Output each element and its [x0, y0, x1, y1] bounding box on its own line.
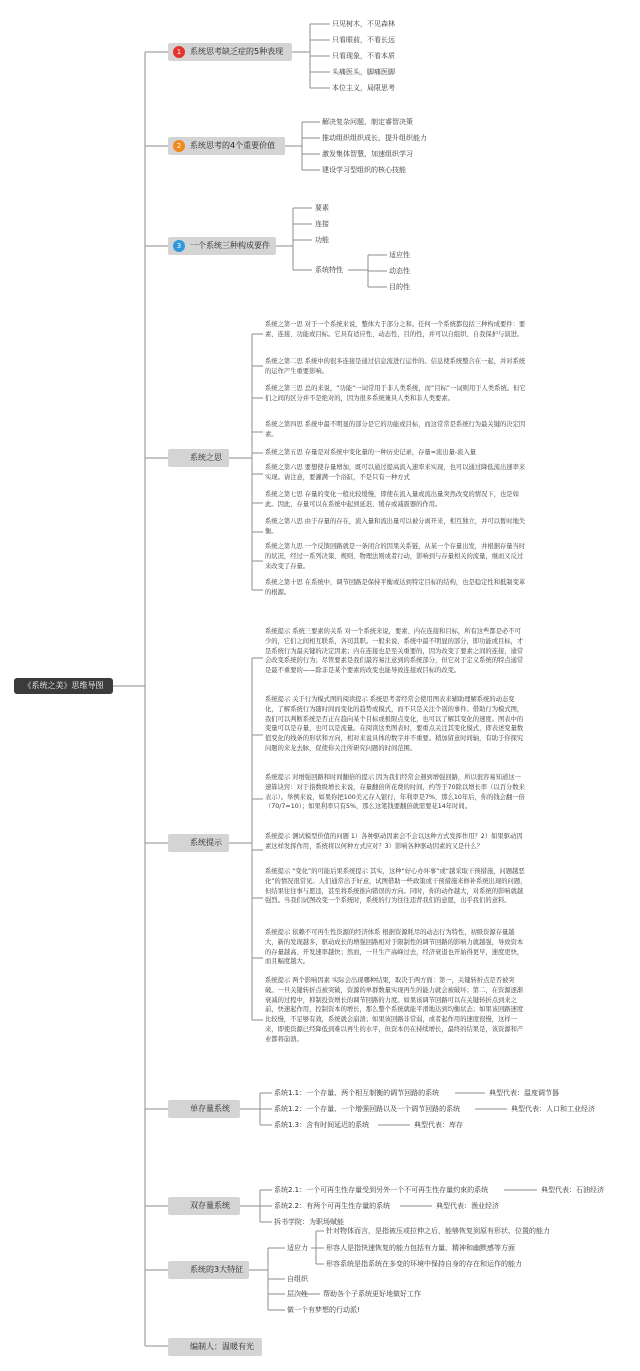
b6-system-1-1[interactable]: 系统1.1：一个存量、两个相互制衡的调节回路的系统 — [274, 1089, 440, 1097]
branch-three-features[interactable]: 系统的3大特征 — [168, 1261, 249, 1279]
b6-system-1-3[interactable]: 系统1.3：含有时间延迟的系统 — [274, 1121, 370, 1129]
b8-resilience-object[interactable]: 针对物体而言，是指被压或拉伸之后，能够恢复到原有形状、位置的能力 — [326, 1227, 550, 1235]
b5-para-1[interactable]: 系统提示 系统三要素的关系 对一个系统来说，要素、内在连接和目标，所有这些都是必不可少的，它们之间相互联系，各司其职。一般来说，系统中最不明显的部分，即功能或目标，才是系统行为最关键的决定因素；内在连接也是至关重要的，因为改变了要素之间的连接，通常会改变系统的行为；尽管要素是我们最容易注意到的系统部分，但它对于定义系统的特点通常是最不重要的——除非是某个要素的改变也能导致连接或目标的改变。 — [265, 628, 524, 675]
b3-item-elements[interactable]: 要素 — [315, 204, 329, 212]
b5-para-6[interactable]: 系统提示 依赖不可再生性资源的经济体系 根据资源耗尽的动态行为特性，初级资源存量越大，新的发现越多，驱动成长的增强回路相对于限制性的调节回路的影响力就越强，导致资本的存量越高、开发速率越快；然而，一旦生产高峰过去，经济衰退也开始得更早，速度更快，而且幅度越大。 — [265, 929, 524, 966]
b1-item-2[interactable]: 只看眼前，不看长远 — [332, 36, 395, 44]
b5-para-3[interactable]: 系统提示 对增强回路和时间翻倍的提示 因为我们经常会遇到增强回路，所以很容易知道这一速算诀窍：对于指数级增长来说，存量翻倍所花费的时间，约等于70除以增长率（以百分数来表示）。举例来说，如果你把100美元存入银行，年利率是7%，那么10年后，你的钱会翻一倍（70/7=10）；如果利率只有5%，那么这笔钱要翻倍就需要花14年时间。 — [265, 774, 525, 811]
b2-item-4[interactable]: 建设学习型组织的核心技能 — [322, 166, 406, 174]
b6-system-1-2[interactable]: 系统1.2：一个存量、一个增强回路以及一个调节回路的系统 — [274, 1105, 461, 1113]
b7-system-2-2[interactable]: 系统2.2：有两个可再生性存量的系统 — [274, 1202, 391, 1210]
b5-para-4[interactable]: 系统提示 测试模型价值的问题 1）各种驱动因素会不会以这种方式发挥作用？2）如果驱动因素这样发挥作用，系统将以何种方式应对？3）影响各种驱动因素的又是什么？ — [265, 833, 523, 850]
b8-resilience-person[interactable]: 形容人是指快速恢复的能力包括有力量、精神和幽默感等方面 — [326, 1244, 515, 1252]
branch-author[interactable]: 编制人：温暖有光 — [168, 1338, 262, 1356]
b3-item-function[interactable]: 功能 — [315, 236, 329, 244]
b4-para-4[interactable]: 系统之第四思 系统中最不明显的部分是它的功能或目标，而这常常是系统行为最关键的决定因素。 — [265, 421, 526, 438]
b8-resilience-system[interactable]: 形容系统是指系统在多变的环境中保持自身的存在和运作的能力 — [326, 1260, 522, 1268]
b4-para-7[interactable]: 系统之第七思 存量的变化一般比较缓慢，即使在流入量或流出量突然改变的情况下，也是如此。因此，存量可以在系统中起到延迟、缓存或减震器的作用。 — [265, 491, 519, 508]
b1-item-1[interactable]: 只见树木，不见森林 — [332, 20, 395, 28]
branch-single-stock[interactable]: 单存量系统 — [168, 1100, 240, 1118]
branch-double-stock[interactable]: 双存量系统 — [168, 1197, 240, 1215]
branch-symptoms[interactable] — [168, 43, 292, 61]
b4-para-8[interactable]: 系统之第八思 由于存量的存在，流入量和流出量可以被分离开来，相互独立，并可以暂时地失衡。 — [265, 518, 526, 535]
b3-sub-adaptive[interactable]: 适应性 — [389, 251, 410, 259]
b6-example-3[interactable]: 典型代表：库存 — [414, 1121, 463, 1129]
b7-example-2[interactable]: 典型代表：渔业经济 — [436, 1202, 499, 1210]
b3-item-connections[interactable]: 连接 — [315, 220, 329, 228]
b8-hierarchy-desc[interactable]: 帮助各个子系统更好地做好工作 — [323, 1290, 421, 1298]
b7-system-2-1[interactable]: 系统2.1：一个可再生性存量受到另外一个不可再生性存量约束的系统 — [274, 1186, 489, 1194]
b4-para-2[interactable]: 系统之第二思 系统中的很多连接是通过信息流进行运作的。信息使系统整合在一起，并对系统的运作产生重要影响。 — [265, 358, 526, 375]
branch-system-tips[interactable]: 系统提示 — [168, 834, 229, 852]
b1-item-4[interactable]: 头痛医头，脚痛医脚 — [332, 68, 395, 76]
b1-item-5[interactable]: 本位主义，局限思考 — [332, 84, 395, 92]
b8-hierarchy[interactable]: 层次性 — [287, 1290, 308, 1298]
b5-para-2[interactable]: 系统提示 关于行为模式图的阅读提示 系统思考者经常会使用图表来辅助理解系统的动态变化，了解系统行为随时间而变化的趋势或模式，而不只是关注个别的事件。借助行为模式图，我们可以判断系统是否正在趋向某个目标或极限点变化，也可以了解其变化的速度。图表中的变量可以是存量，也可以是流量。在阅读这类图表时，要重点关注其变化模式，即表述变量数值变化的线条的形状和方向，相对来说具体的数字并不重要。稍加留意时间轴，有助于你探究问题的来龙去脉，促使你关注所研究问题的时间范围。 — [265, 696, 524, 752]
number-3-icon: 3 — [173, 240, 185, 252]
b4-para-10[interactable]: 系统之第十思 在系统中，调节回路是保持平衡或达到特定目标的结构，也是稳定性和抵制变革的根源。 — [265, 579, 526, 596]
b3-sub-dynamic[interactable]: 动态性 — [389, 267, 410, 275]
b3-item-traits[interactable]: 系统特性 — [315, 266, 343, 274]
b2-item-3[interactable]: 激发集体智慧，加速组织学习 — [322, 150, 413, 158]
b8-dreamer[interactable]: 做一个有梦想的行动派! — [287, 1306, 360, 1314]
b8-self-organization[interactable]: 自组织 — [287, 1275, 308, 1283]
branch-values[interactable] — [168, 137, 285, 155]
b6-example-2[interactable]: 典型代表：人口和工业经济 — [511, 1105, 595, 1113]
b1-item-3[interactable]: 只看现象，不看本质 — [332, 52, 395, 60]
b7-chaishu[interactable]: 拆书学院：为职场赋能 — [274, 1218, 344, 1226]
b7-example-1[interactable]: 典型代表：石油经济 — [541, 1186, 604, 1194]
number-2-icon: 2 — [173, 140, 185, 152]
branch-system-thoughts[interactable]: 系统之思 — [168, 449, 229, 467]
branch-values-label: 系统思考的4个重要价值 — [190, 141, 276, 150]
branch-symptoms-label: 系统思考缺乏症的5种表现 — [190, 47, 284, 56]
b2-item-2[interactable]: 推动组织组织成长，提升组织能力 — [322, 134, 427, 142]
branch-components[interactable] — [168, 237, 276, 255]
b2-item-1[interactable]: 解决复杂问题，制定睿智决策 — [322, 118, 413, 126]
b6-example-1[interactable]: 典型代表：温度调节器 — [489, 1089, 559, 1097]
b4-para-9[interactable]: 系统之第九思 一个反馈回路就是一条闭合的因果关系链，从某一个存量出发，并根据存量当时的状况，经过一系列决策、规则、物理法则或者行动，影响到与存量相关的流量，继而又反过来改变了存量。 — [265, 543, 526, 570]
b4-para-1[interactable]: 系统之第一思 对于一个系统来说，整体大于部分之和。任何一个系统都包括三种构成要件：要素、连接、功能或目标。它具有适应性、动态性、目的性，并可以自组织、自我保护与演进。 — [265, 321, 526, 338]
branch-components-label: 一个系统三种构成要件 — [190, 241, 270, 250]
root-node[interactable]: 《系统之美》思维导图 — [14, 678, 113, 694]
b3-sub-purpose[interactable]: 目的性 — [389, 283, 410, 291]
b5-para-7[interactable]: 系统提示 两个影响因素 实际会出现哪种结果，取决于两方面：第一，关键转折点是否被突破。一旦关键转折点被突破，资源的单群数量实现再生的能力就会被破坏；第二，在资源逐渐衰减的过程中，抑制投资增长的调节回路的力度。如果该调节回路可以在关键转折点到来之前，快速起作用，控制资本的增长，那么整个系统就能平滑地达到均衡状态；如果该回路速度比较慢，不足够有效，系统就会崩溃；如果该回路非常弱，或者起作用的速度很慢，这样一来，即使资源已经降低到难以再生的水平，但资本仍在持续增长，最终的结果是，该资源和产业都将崩溃。 — [265, 977, 524, 1043]
b4-para-3[interactable]: 系统之第三思 总的来说，“功能”一词常用于非人类系统，而“目标”一词则用于人类系统。但它们之间的区分并不是绝对的，因为很多系统兼具人类和非人类要素。 — [265, 385, 526, 402]
b4-para-6[interactable]: 系统之第六思 要想使存量增加，既可以通过提高流入速率来实现，也可以通过降低流出速率来实现。请注意，要灌满一个浴缸，不是只有一种方式 — [265, 464, 526, 481]
number-1-icon: 1 — [173, 46, 185, 58]
b5-para-5[interactable]: 系统提示 “变化”的可能后果系统提示 其实，这种“好心办坏事”或“越采取干预措施，问题越恶化”的情况很常见。人们通常出于好意，试图借助一些政策或干预措施来修补系统出现的问题，但结果往往事与愿违，甚至将系统推向错误的方向。同时，你的动作越大，对系统的影响就越强烈。当我们试图改变一个系统时，系统的行为往往违背我们的意愿，出乎我们的意料。 — [265, 868, 527, 905]
b8-resilience[interactable]: 适应力 — [287, 1244, 308, 1252]
b4-para-5[interactable]: 系统之第五思 存量是对系统中变化量的一种历史记录，存量=流出量-流入量 — [265, 449, 477, 456]
